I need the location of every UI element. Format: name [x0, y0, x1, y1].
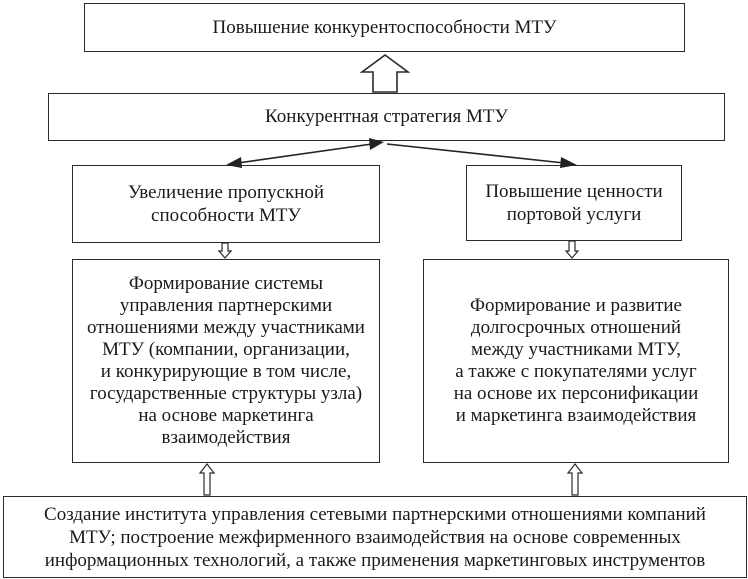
arrow-bottom-to-left-action: [200, 464, 214, 495]
box-competitiveness: [84, 3, 685, 52]
arrow-right-goal-to-action: [566, 241, 578, 258]
box-throughput-increase: [72, 165, 380, 243]
box-competitive-strategy-label: Конкурентная стратегия МТУ: [265, 106, 508, 127]
arrow-strategy-to-left-goal: [226, 138, 384, 168]
arrow-bottom-to-right-action: [568, 464, 582, 495]
arrow-left-goal-to-action: [219, 243, 231, 258]
box-throughput-increase-label: Увеличение пропускной способности МТУ: [127, 182, 325, 226]
box-competitive-strategy: [48, 93, 725, 141]
box-service-value-increase-label: Повышение ценности портовой услуги: [485, 181, 663, 225]
box-long-term-relationships-label: Формирование и развитие долгосрочных отношений между участниками МТУ, а также с покупателями услуг на основе их персонификации и маркетинга взаимодействия: [453, 295, 699, 426]
box-partnership-management-system-label: Формирование системы управления партнерскими отношениями между участниками МТУ (компании, организации, и конкурирующие в том числе, государственные структуры узла) на основе маркетинга взаимодействия: [87, 273, 365, 448]
box-long-term-relationships: [423, 259, 729, 463]
box-competitiveness-label: Повышение конкурентоспособности МТУ: [212, 16, 557, 38]
box-network-institute: [3, 496, 747, 578]
box-partnership-management-system: [72, 259, 380, 463]
box-network-institute-label: Создание института управления сетевыми партнерскими отношениями компаний МТУ; построение межфирменного взаимодействия на основе современных информационных технологий, а также применения маркетинговых инструментов: [44, 503, 706, 571]
box-service-value-increase: [466, 165, 682, 241]
arrow-strategy-to-top: [362, 55, 408, 92]
